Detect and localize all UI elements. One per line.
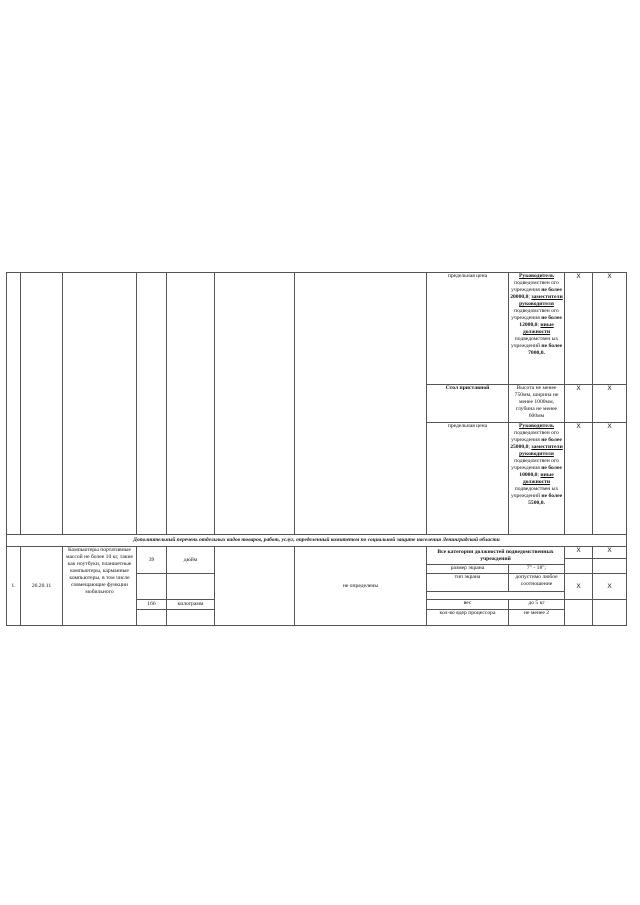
section-title: Дополнительный перечень отдельных видов товаров, работ, услуг, определенный комитетом по социальной защите населения Ленинградской области <box>7 535 627 547</box>
value-text-run: ; <box>537 322 541 328</box>
x-cell: X <box>565 547 593 559</box>
note-cell: не определены <box>295 547 427 626</box>
value-text-run: подведомствен ого учреждения <box>511 308 559 321</box>
item-header-row <box>7 547 627 559</box>
value-text-run: ; <box>537 472 541 478</box>
value-text-run: не более 5500,0. <box>528 493 563 506</box>
value-cell: не менее 2 <box>509 610 565 626</box>
param-cell: предельная цена <box>427 273 509 385</box>
x-cell: X <box>565 273 593 385</box>
param-cell: размер экрана <box>427 565 509 574</box>
x-cell: X <box>593 273 627 385</box>
value-text-run: не более 12000,0 <box>519 315 562 328</box>
value-cell <box>509 273 565 385</box>
value-text-run: подведомствен ого учреждения <box>511 458 559 471</box>
x-cell: X <box>593 385 627 423</box>
value-text-run: не более 10000,0 <box>519 465 562 478</box>
value-text-run: заместители руководителя <box>519 294 563 307</box>
x-cell: X <box>593 423 627 535</box>
item-number: 1. <box>7 547 21 626</box>
unit-name-1: дюйм <box>167 547 215 574</box>
value-text-run: иные должности <box>522 322 554 335</box>
item-code: 26.20.11 <box>21 547 63 626</box>
value-text-run: подведомствен ых учреждений <box>510 486 559 499</box>
value-text-run: подведомствен ого учреждения <box>511 280 559 293</box>
value-text-run: Руководитель <box>518 423 555 429</box>
section-title-row <box>7 535 627 547</box>
x-cell: X <box>565 385 593 423</box>
value-text-run: не более 25000,0 <box>510 437 562 450</box>
unit-code-2: 166 <box>137 600 167 610</box>
param-cell: предельная цена <box>427 423 509 535</box>
price-row-1 <box>7 273 627 385</box>
value-cell <box>509 423 565 535</box>
value-text-run: не более 20000,0 <box>510 287 562 300</box>
value-text-run: ; <box>528 294 532 300</box>
param-cell: Стол приставной <box>427 385 509 423</box>
item-name: Компьютеры портативные массой не более 10 кг, такие как ноутбуки, планшетные компьютеры, карманные компьютеры, в том числе совмещающие функции мобильного <box>63 547 137 626</box>
unit-name-2: килограмм <box>167 600 215 610</box>
x-cell: X <box>565 574 593 600</box>
value-cell: Высота не менее 750мм, ширина не менее 1000мм, глубина не менее 600мм <box>509 385 565 423</box>
value-text-run: подведомствен ого учреждения <box>511 430 559 443</box>
document-table <box>6 272 627 626</box>
unit-code-1: 39 <box>137 547 167 574</box>
value-cell: до 5 кг <box>509 600 565 610</box>
category-header: Все категории должностей подведомственных учреждений <box>427 547 565 565</box>
x-cell: X <box>593 547 627 559</box>
value-text-run: заместители руководителя <box>519 444 563 457</box>
upper-section <box>7 273 627 547</box>
value-cell: допустимо любое соотношение <box>509 574 565 592</box>
value-text-run: Руководитель <box>518 273 555 279</box>
item-section <box>7 547 627 626</box>
value-text-run: не более 7000,0. <box>528 343 563 356</box>
param-cell: кол-во ядер процессора <box>427 610 509 626</box>
x-cell: X <box>593 574 627 600</box>
value-text-run: ; <box>528 444 532 450</box>
value-text-run: подведомствен ых учреждений <box>510 336 559 349</box>
value-cell: 7" - 18"; <box>509 565 565 574</box>
param-cell: вес <box>427 600 509 610</box>
param-cell: тип экрана <box>427 574 509 592</box>
x-cell: X <box>565 423 593 535</box>
value-text-run: иные должности <box>522 472 554 485</box>
